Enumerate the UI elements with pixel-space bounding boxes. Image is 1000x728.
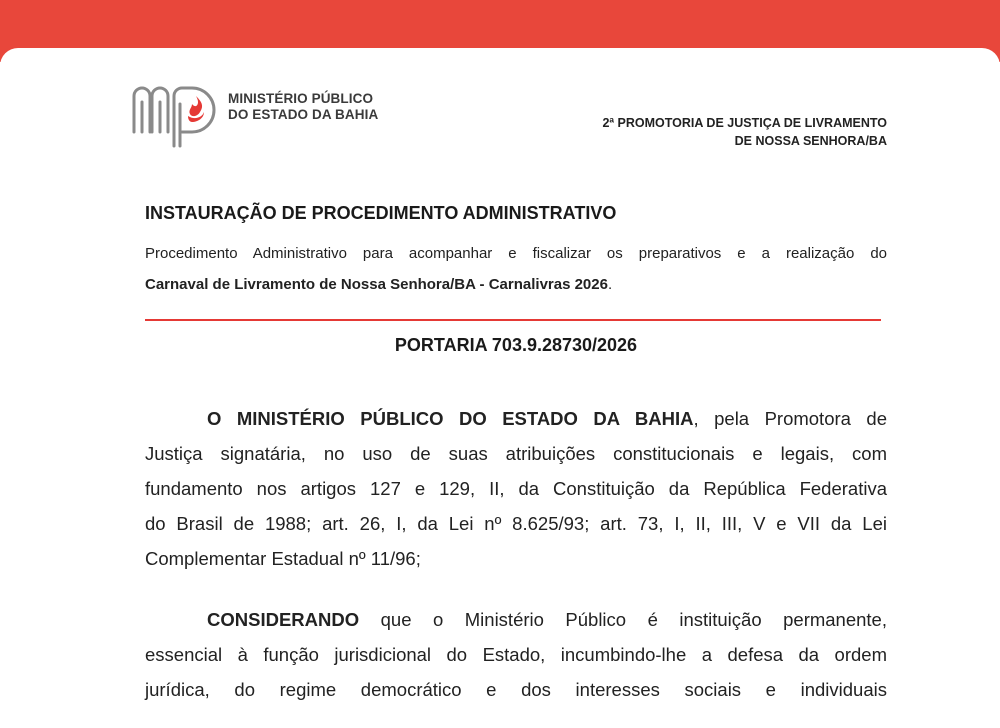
- red-divider: [145, 319, 881, 321]
- p1-line5: Complementar Estadual nº 11/96;: [145, 548, 421, 569]
- p1-line4: do Brasil de 1988; art. 26, I, da Lei nº 8.625/93; art. 73, I, II, III, V e VII da Lei: [145, 513, 887, 534]
- p2-bold: CONSIDERANDO: [207, 609, 360, 630]
- promotoria-header: [602, 114, 887, 150]
- p2-line1: CONSIDERANDO que o Ministério Público é instituição permanente,: [207, 609, 887, 630]
- logo-text-line1: MINISTÉRIO PÚBLICO: [228, 91, 374, 106]
- document-title: INSTAURAÇÃO DE PROCEDIMENTO ADMINISTRATIVO: [145, 203, 617, 223]
- org-line2: DE NOSSA SENHORA/BA: [734, 134, 887, 148]
- document-summary: [145, 238, 887, 300]
- logo-wordmark: [228, 91, 378, 123]
- org-line1: 2ª PROMOTORIA DE JUSTIÇA DE LIVRAMENTO: [602, 116, 887, 130]
- portaria-number: PORTARIA 703.9.28730/2026: [394, 335, 638, 355]
- p1-line2: Justiça signatária, no uso de suas atribuições constitucionais e legais, com: [145, 443, 887, 464]
- paragraph-considerando: [145, 602, 887, 707]
- paragraph-preamble: [145, 401, 887, 576]
- mp-logo-icon: [130, 82, 220, 148]
- p2-line3: jurídica, do regime democrático e dos interesses sociais e individuais: [145, 679, 887, 700]
- p2-line2: essencial à função jurisdicional do Estado, incumbindo-lhe a defesa da ordem: [145, 644, 887, 665]
- summary-line2: [145, 276, 612, 293]
- p1-bold: O MINISTÉRIO PÚBLICO DO ESTADO DA BAHIA: [207, 408, 694, 429]
- logo-text-line2: DO ESTADO DA BAHIA: [228, 107, 379, 122]
- p1-line3: fundamento nos artigos 127 e 129, II, da Constituição da República Federativa: [145, 478, 887, 499]
- summary-line1: Procedimento Administrativo para acompanhar e fiscalizar os preparativos e a realização do: [145, 245, 887, 262]
- summary-end: .: [607, 276, 613, 293]
- summary-bold: Carnaval de Livramento de Nossa Senhora/BA - Carnalivras 2026: [145, 276, 608, 293]
- p1-line1: O MINISTÉRIO PÚBLICO DO ESTADO DA BAHIA, pela Promotora de: [207, 408, 887, 429]
